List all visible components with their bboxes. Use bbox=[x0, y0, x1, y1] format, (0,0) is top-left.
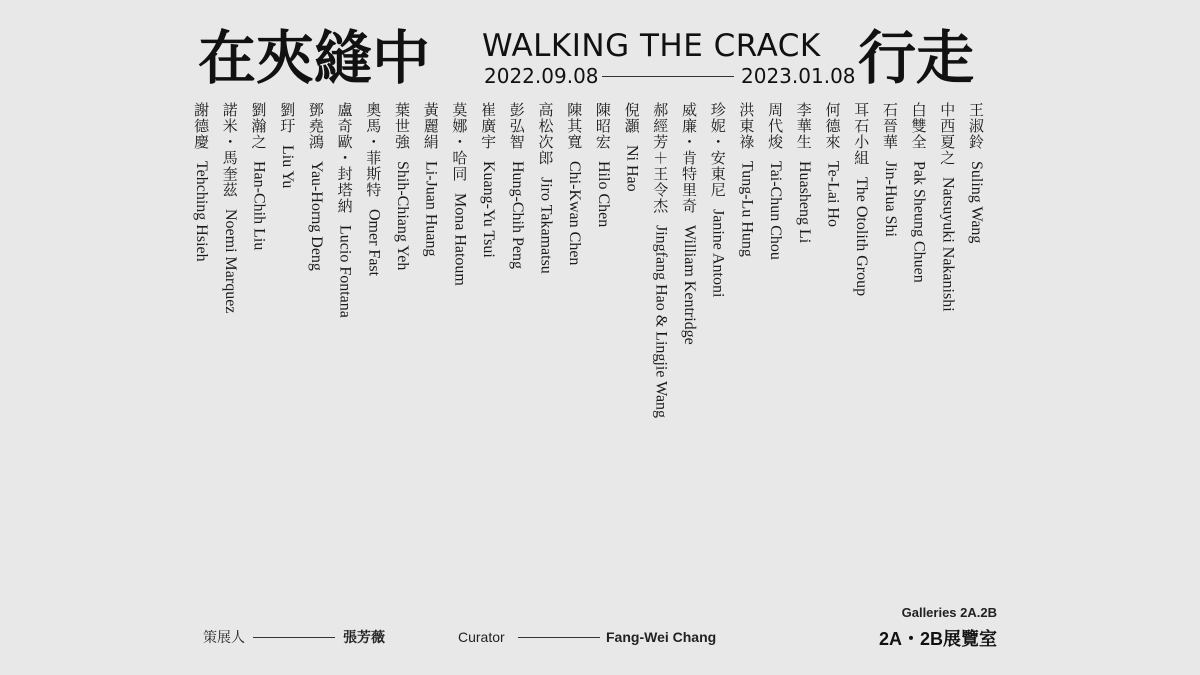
gallery-label-chinese: 2A・2B展覽室 bbox=[878, 629, 997, 649]
artist-name-chinese: 白雙全 bbox=[909, 102, 928, 150]
artist-name-english: Natsuyuki Nakanishi bbox=[939, 177, 957, 312]
artist-name-english: Yau-Horng Deng bbox=[307, 161, 325, 271]
artist-name-english: Jiro Takamatsu bbox=[537, 177, 555, 274]
curator-name-chinese: 張芳薇 bbox=[343, 629, 385, 645]
artist-name-english: Han-Chih Liu bbox=[250, 161, 268, 251]
curator-label-english: Curator bbox=[458, 629, 505, 645]
artist-name-english: Lucio Fontana bbox=[336, 225, 354, 318]
artist-entry bbox=[563, 102, 585, 265]
artist-entry bbox=[535, 102, 557, 274]
artist-name-english: Hung-Chih Peng bbox=[508, 161, 526, 269]
artist-name-english: Kuang-Yu Tsui bbox=[480, 161, 498, 258]
artist-name-english: The Otolith Group bbox=[853, 177, 871, 297]
artist-entry bbox=[420, 102, 442, 257]
artist-name-chinese: 周代焌 bbox=[766, 102, 785, 150]
start-date: 2022.09.08 bbox=[484, 64, 599, 88]
artist-name-chinese: 莫娜・哈同 bbox=[450, 102, 469, 182]
artist-name-chinese: 耳石小組 bbox=[852, 102, 871, 166]
artist-entry bbox=[649, 102, 671, 418]
artist-name-english: William Kentridge bbox=[681, 225, 698, 345]
artist-entry bbox=[190, 102, 212, 262]
artist-list bbox=[192, 102, 985, 462]
artist-entry bbox=[276, 102, 298, 188]
artist-entry bbox=[391, 102, 413, 270]
artist-entry bbox=[506, 102, 528, 269]
artist-name-english: Tai-Chun Chou bbox=[767, 161, 785, 260]
date-divider bbox=[602, 76, 734, 77]
artist-name-english: Huasheng Li bbox=[795, 161, 813, 244]
artist-name-chinese: 李華生 bbox=[794, 102, 813, 150]
artist-name-chinese: 陳昭宏 bbox=[593, 102, 612, 150]
artist-name-chinese: 盧奇歐・封塔納 bbox=[335, 102, 354, 214]
artist-entry bbox=[936, 102, 958, 312]
artist-entry bbox=[592, 102, 614, 227]
curator-label-chinese: 策展人 bbox=[203, 629, 245, 645]
artist-name-chinese: 石晉華 bbox=[880, 102, 899, 150]
artist-entry bbox=[678, 102, 700, 345]
artist-entry bbox=[707, 102, 729, 297]
artist-name-english: Jin-Hua Shi bbox=[881, 161, 899, 237]
artist-name-english: Pak Sheung Chuen bbox=[910, 161, 928, 283]
artist-name-chinese: 中西夏之 bbox=[938, 102, 957, 166]
artist-name-chinese: 劉瀚之 bbox=[249, 102, 268, 150]
artist-name-english: Tehching Hsieh bbox=[193, 161, 211, 262]
artist-name-chinese: 崔廣宇 bbox=[479, 102, 498, 150]
artist-entry bbox=[822, 102, 844, 227]
artist-entry bbox=[621, 102, 643, 192]
artist-name-chinese: 謝德慶 bbox=[192, 102, 211, 150]
curator-rule-chinese bbox=[253, 637, 335, 638]
artist-name-chinese: 威廉・肯特里奇 bbox=[680, 102, 698, 214]
artist-name-chinese: 王淑鈴 bbox=[967, 102, 985, 150]
artist-entry bbox=[219, 102, 241, 313]
artist-name-chinese: 諾米・馬奎茲 bbox=[220, 102, 239, 198]
artist-name-chinese: 珍妮・安東尼 bbox=[708, 102, 727, 198]
artist-name-english: Li-Juan Huang bbox=[422, 161, 440, 257]
artist-name-chinese: 何德來 bbox=[823, 102, 842, 150]
artist-name-english: Suling Wang bbox=[968, 161, 985, 244]
artist-entry bbox=[735, 102, 757, 257]
artist-entry bbox=[248, 102, 270, 250]
artist-name-english: Liu Yu bbox=[279, 145, 297, 189]
title-chinese-right: 行走 bbox=[858, 24, 975, 92]
artist-entry bbox=[965, 102, 987, 243]
artist-entry bbox=[879, 102, 901, 237]
artist-name-chinese: 陳其寬 bbox=[565, 102, 584, 150]
curator-name-english: Fang-Wei Chang bbox=[606, 629, 717, 645]
artist-entry bbox=[908, 102, 930, 283]
gallery-label-english: Galleries 2A.2B bbox=[901, 605, 997, 620]
artist-name-chinese: 彭弘智 bbox=[507, 102, 526, 150]
artist-name-chinese: 高松次郎 bbox=[536, 102, 555, 166]
artist-entry bbox=[448, 102, 470, 286]
artist-name-english: Noemi Marquez bbox=[221, 209, 239, 314]
artist-name-chinese: 鄧堯鴻 bbox=[306, 102, 325, 150]
title-chinese-left: 在夾縫中 bbox=[198, 24, 431, 92]
artist-entry bbox=[305, 102, 327, 271]
artist-name-chinese: 葉世強 bbox=[393, 102, 411, 150]
artist-name-chinese: 奧馬・菲斯特 bbox=[364, 102, 383, 198]
artist-entry bbox=[362, 102, 384, 276]
artist-name-english: Mona Hatoum bbox=[451, 193, 469, 286]
artist-name-english: Jingfang Hao & Lingjie Wang bbox=[652, 225, 670, 419]
artist-name-english: Ni Hao bbox=[623, 145, 641, 192]
artist-name-english: Te-Lai Ho bbox=[824, 161, 842, 227]
artist-name-chinese: 劉玗 bbox=[278, 102, 297, 134]
artist-name-chinese: 郝經芳＋王令杰 bbox=[651, 102, 670, 214]
artist-name-english: Shih-Chiang Yeh bbox=[394, 161, 411, 271]
artist-entry bbox=[850, 102, 872, 296]
artist-name-english: Tung-Lu Hung bbox=[738, 161, 756, 257]
artist-entry bbox=[764, 102, 786, 260]
artist-name-chinese: 黃麗絹 bbox=[421, 102, 440, 150]
artist-name-english: Chi-Kwan Chen bbox=[566, 161, 584, 266]
title-english: WALKING THE CRACK bbox=[482, 28, 821, 64]
artist-name-chinese: 倪灝 bbox=[622, 102, 641, 134]
artist-name-english: Omer Fast bbox=[365, 209, 383, 277]
artist-name-chinese: 洪東祿 bbox=[737, 102, 756, 150]
artist-name-english: Hilo Chen bbox=[594, 161, 612, 228]
end-date: 2023.01.08 bbox=[741, 64, 856, 88]
artist-entry bbox=[334, 102, 356, 318]
artist-name-english: Janine Antoni bbox=[709, 209, 727, 298]
curator-rule-english bbox=[518, 637, 600, 638]
artist-entry bbox=[477, 102, 499, 258]
artist-entry bbox=[793, 102, 815, 243]
